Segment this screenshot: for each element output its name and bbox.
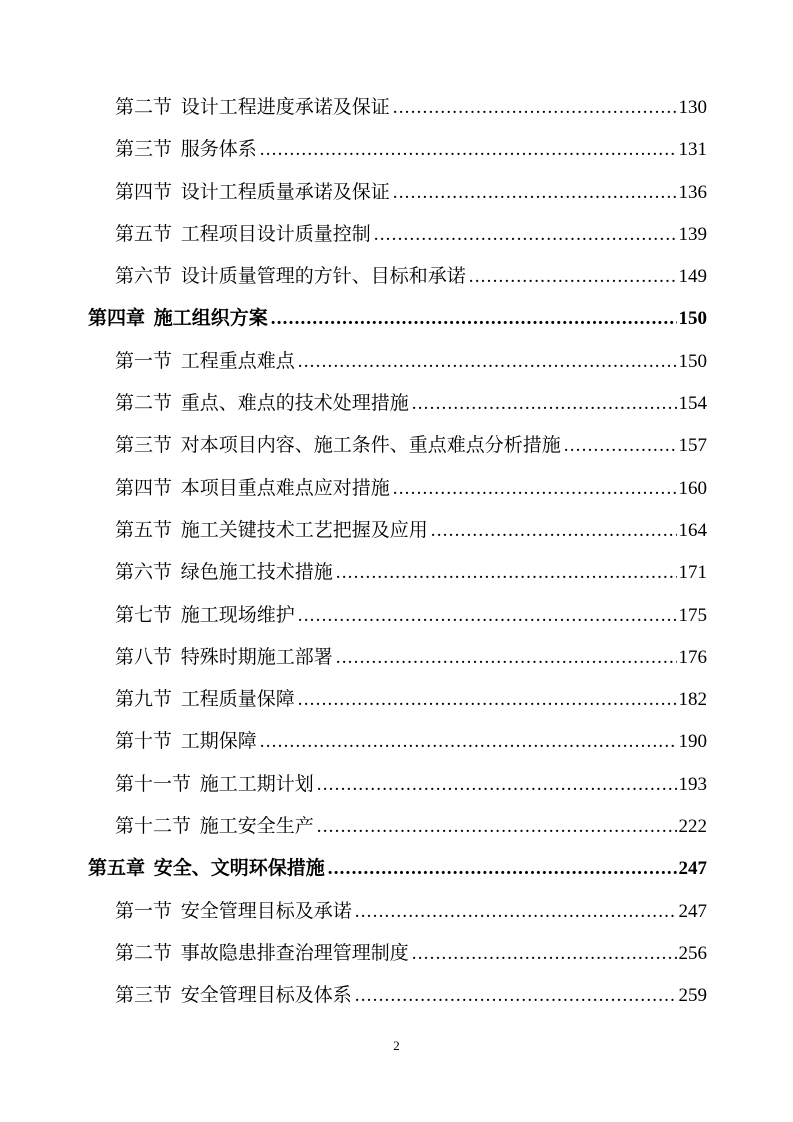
toc-leader-dots [431, 510, 677, 552]
toc-leader-dots [393, 172, 677, 214]
toc-entry [88, 891, 707, 933]
toc-entry [88, 256, 707, 298]
toc-entry-page: 164 [678, 519, 707, 541]
toc-entry [88, 172, 707, 214]
toc-entry [88, 595, 707, 637]
toc-entry-page: 157 [678, 435, 707, 457]
toc-entry [88, 552, 707, 594]
toc-entry-label: 第三节 安全管理目标及体系 [115, 985, 352, 1007]
toc-leader-dots [317, 764, 677, 806]
toc-entry-page: 247 [678, 900, 707, 922]
toc-entry [88, 721, 707, 763]
toc-entry-page: 160 [678, 477, 707, 499]
toc-entry [88, 468, 707, 510]
toc-entry-page: 222 [678, 816, 707, 838]
toc-leader-dots [298, 679, 677, 721]
toc-entry-page: 193 [678, 773, 707, 795]
toc-leader-dots [564, 425, 677, 467]
toc-entry-label: 第十节 工期保障 [115, 731, 257, 753]
toc-entry-page: 247 [678, 858, 707, 880]
toc-leader-dots [355, 975, 677, 1017]
toc-entry [88, 298, 707, 340]
toc-entry-page: 182 [678, 689, 707, 711]
toc-entry-label: 第五节 施工关键技术工艺把握及应用 [115, 519, 428, 541]
toc-entry [88, 341, 707, 383]
toc-entry [88, 637, 707, 679]
page-footer [0, 1036, 793, 1056]
toc-entry [88, 129, 707, 171]
toc-leader-dots [469, 256, 677, 298]
toc-leader-dots [328, 848, 677, 890]
toc-entry-label: 第三节 服务体系 [115, 139, 257, 161]
toc-entry-label: 第四章 施工组织方案 [88, 308, 268, 330]
toc-entry [88, 975, 707, 1017]
toc-entry-page: 154 [678, 393, 707, 415]
toc-entry-label: 第五章 安全、文明环保措施 [88, 858, 325, 880]
toc-entry-page: 139 [678, 223, 707, 245]
toc-entry [88, 425, 707, 467]
toc-entry-label: 第二节 重点、难点的技术处理措施 [115, 393, 409, 415]
toc-entry-page: 150 [678, 350, 707, 372]
toc-entry-page: 150 [678, 308, 707, 330]
toc-entry [88, 933, 707, 975]
toc-entry-page: 171 [678, 562, 707, 584]
toc-entry-page: 131 [678, 139, 707, 161]
toc-entry-page: 259 [678, 985, 707, 1007]
toc-leader-dots [393, 468, 677, 510]
toc-entry [88, 214, 707, 256]
toc-leader-dots [412, 383, 677, 425]
toc-entry-label: 第一节 工程重点难点 [115, 350, 295, 372]
toc-leader-dots [271, 298, 677, 340]
toc-leader-dots [336, 637, 677, 679]
toc-leader-dots [298, 595, 677, 637]
toc-leader-dots [317, 806, 677, 848]
toc-entry-label: 第六节 绿色施工技术措施 [115, 562, 333, 584]
toc-entry-label: 第七节 施工现场维护 [115, 604, 295, 626]
toc-entry-label: 第六节 设计质量管理的方针、目标和承诺 [115, 266, 466, 288]
toc-entry [88, 87, 707, 129]
toc-leader-dots [412, 933, 677, 975]
toc-entry-label: 第五节 工程项目设计质量控制 [115, 223, 371, 245]
toc [88, 87, 707, 1018]
toc-leader-dots [374, 214, 677, 256]
toc-entry-label: 第四节 设计工程质量承诺及保证 [115, 181, 390, 203]
toc-entry-page: 176 [678, 646, 707, 668]
toc-leader-dots [260, 721, 677, 763]
toc-entry-page: 175 [678, 604, 707, 626]
toc-entry [88, 510, 707, 552]
toc-entry-label: 第四节 本项目重点难点应对措施 [115, 477, 390, 499]
toc-entry-label: 第一节 安全管理目标及承诺 [115, 900, 352, 922]
toc-entry-label: 第九节 工程质量保障 [115, 689, 295, 711]
toc-entry [88, 848, 707, 890]
toc-entry-label: 第二节 事故隐患排查治理管理制度 [115, 942, 409, 964]
toc-leader-dots [298, 341, 677, 383]
toc-entry [88, 679, 707, 721]
toc-leader-dots [393, 87, 677, 129]
toc-entry-label: 第十二节 施工安全生产 [115, 816, 314, 838]
toc-entry-page: 190 [678, 731, 707, 753]
toc-entry [88, 806, 707, 848]
toc-entry-page: 149 [678, 266, 707, 288]
toc-entry-label: 第八节 特殊时期施工部署 [115, 646, 333, 668]
toc-entry-page: 256 [678, 942, 707, 964]
toc-leader-dots [355, 891, 677, 933]
toc-entry [88, 764, 707, 806]
toc-entry-page: 130 [678, 97, 707, 118]
toc-entry-page: 136 [678, 181, 707, 203]
toc-entry [88, 383, 707, 425]
page-number: 2 [393, 1038, 400, 1053]
toc-leader-dots [260, 129, 677, 171]
toc-entry-label: 第三节 对本项目内容、施工条件、重点难点分析措施 [115, 435, 561, 457]
toc-entry-label: 第十一节 施工工期计划 [115, 773, 314, 795]
toc-entry-label: 第二节 设计工程进度承诺及保证 [115, 97, 390, 118]
toc-leader-dots [336, 552, 677, 594]
